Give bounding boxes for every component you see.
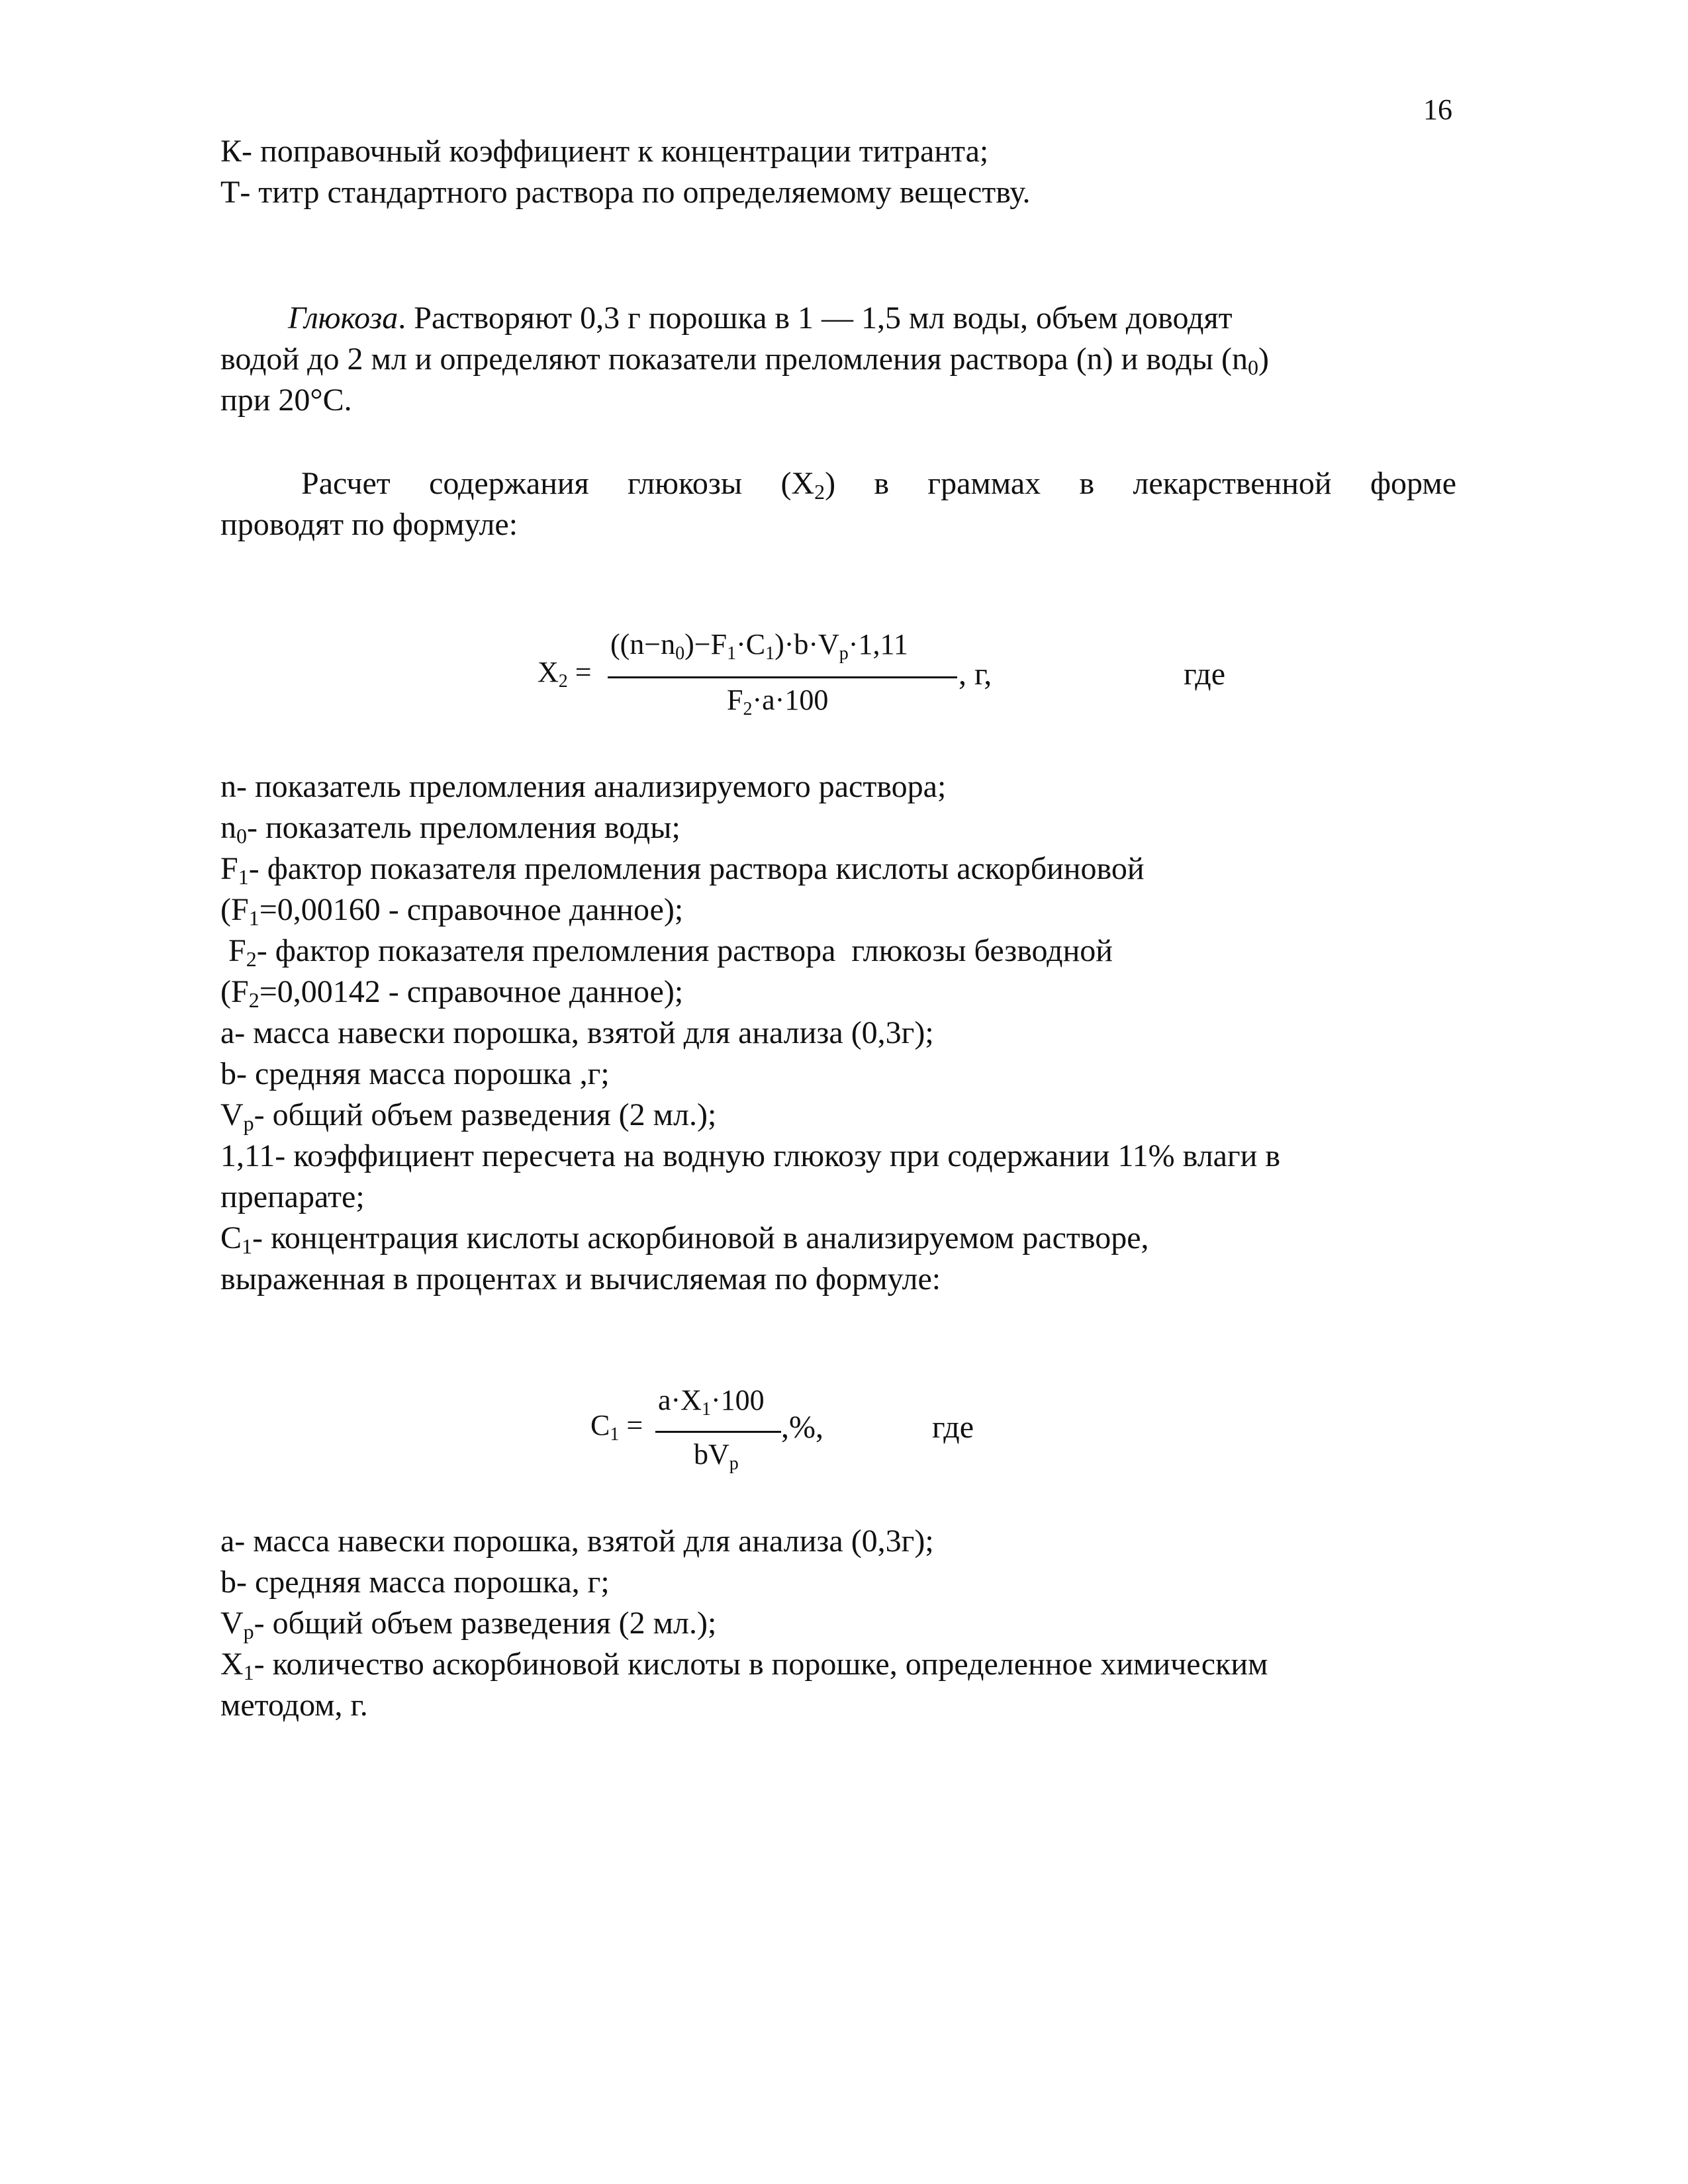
calc-text-1-sub: 2: [814, 480, 825, 504]
definition-sub: р: [243, 1111, 254, 1135]
definition-text: выраженная в процентах и вычисляемая по формуле:: [220, 1261, 941, 1297]
definition-symbol: X: [220, 1647, 244, 1682]
definition-sub: 2: [246, 947, 257, 971]
glucose-text-2-sub: 0: [1247, 355, 1258, 379]
definition-symbol: C: [220, 1220, 242, 1255]
definition-item: [220, 1603, 716, 1644]
definition-item: [220, 1054, 610, 1095]
definition-sub: 1: [242, 1234, 253, 1258]
definition-item: [220, 1259, 941, 1300]
formula-x2-where: где: [1184, 657, 1226, 692]
definition-text: - общий объем разведения (2 мл.);: [254, 1606, 717, 1641]
definition-item: [220, 1644, 1268, 1685]
definition-symbol: F: [220, 933, 246, 968]
formula-c1-numerator: [658, 1383, 765, 1420]
definition-item: [220, 1521, 934, 1562]
formula-c1-unit: ,%,: [781, 1410, 823, 1445]
definition-text: - количество аскорбиновой кислоты в порошке, определенное химическим: [254, 1647, 1268, 1682]
formula-x2-numerator: [610, 627, 908, 664]
definition-item: [220, 1218, 1149, 1259]
glucose-text-2a: водой до 2 мл и определяют показатели преломления раствора (n) и воды (n: [220, 341, 1248, 377]
num-part-e: ·1,11: [848, 628, 908, 660]
definition-item: [220, 1095, 716, 1136]
formula-x2-unit: , г,: [959, 657, 992, 692]
formula-c1-denominator: [694, 1437, 739, 1474]
definition-symbol: F: [220, 851, 238, 886]
num-sub-3: 1: [765, 643, 775, 664]
glucose-paragraph-line-3: при 20°С.: [220, 383, 352, 418]
formula-c1-fraction-line: [655, 1431, 781, 1433]
definition-item: [220, 1562, 610, 1603]
formula-x2-denominator: [727, 683, 828, 717]
definition-text: - фактор показателя преломления раствора кислоты аскорбиновой: [248, 851, 1145, 886]
calc-paragraph-line-2: проводят по формуле:: [220, 507, 518, 542]
definition-item: [220, 931, 1113, 972]
definition-symbol: (F: [220, 974, 249, 1009]
glucose-title: Глюкоза: [288, 300, 399, 336]
definition-item: [220, 972, 683, 1013]
formula-x2-equals: =: [575, 656, 592, 688]
definition-text: b- средняя масса порошка, г;: [220, 1565, 610, 1600]
definition-item: [220, 1177, 365, 1218]
glucose-text-1: . Растворяют 0,3 г порошка в 1 — 1,5 мл воды, объем доводят: [398, 300, 1233, 336]
definition-text: =0,00142 - справочное данное);: [259, 974, 684, 1009]
formula-c1-where: где: [932, 1410, 974, 1445]
definition-text: а- масса навески порошка, взятой для анализа (0,3г);: [220, 1524, 934, 1559]
calc-text-1b: ) в граммах в лекарственной форме: [825, 466, 1456, 501]
definition-text: b- средняя масса порошка ,г;: [220, 1056, 610, 1091]
c1-den-part-a: bV: [694, 1438, 729, 1471]
c1-num-sub: 1: [701, 1399, 711, 1420]
definition-item: [220, 807, 680, 848]
c1-num-part-a: a·X: [658, 1384, 702, 1416]
definition-item: [220, 766, 946, 807]
definition-item: [220, 889, 683, 931]
definition-text: - фактор показателя преломления раствора глюкозы безводной: [256, 933, 1113, 968]
num-part-d: )·b·V: [774, 628, 839, 660]
definition-sub: 1: [248, 906, 259, 930]
definition-item: [220, 1685, 368, 1726]
num-part-b: )−F: [684, 628, 727, 660]
den-part-b: ·a·100: [752, 684, 829, 716]
definition-text: а- масса навески порошка, взятой для анализа (0,3г);: [220, 1015, 934, 1050]
definition-text: препарате;: [220, 1179, 365, 1214]
num-part-a: ((n−n: [610, 628, 676, 660]
num-part-c: ·C: [736, 628, 766, 660]
definition-sub: р: [243, 1619, 254, 1643]
definition-item: [220, 1013, 934, 1054]
definition-t: Т- титр стандартного раствора по определяемому веществу.: [220, 175, 1031, 210]
definition-symbol: n: [220, 810, 236, 845]
num-sub-1: 0: [675, 643, 685, 664]
formula-x2-lhs-symbol: X: [538, 656, 559, 688]
definition-text: =0,00160 - справочное данное);: [259, 892, 684, 927]
num-sub-2: 1: [727, 643, 737, 664]
formula-c1-equals: =: [626, 1409, 643, 1441]
definition-item: [220, 1136, 1280, 1177]
calc-paragraph-line-1: [301, 463, 1456, 504]
definition-item: [220, 848, 1145, 889]
definition-text: 1,11- коэффициент пересчета на водную глюкозу при содержании 11% влаги в: [220, 1138, 1280, 1173]
num-sub-4: p: [839, 643, 849, 664]
definition-k: К- поправочный коэффициент к концентрации титранта;: [220, 134, 989, 169]
glucose-text-2b: ): [1258, 341, 1269, 377]
formula-x2-lhs-sub: 2: [558, 671, 568, 692]
definition-symbol: (F: [220, 892, 249, 927]
den-part-a: F: [727, 684, 743, 716]
formula-c1-lhs-sub: 1: [610, 1424, 620, 1445]
glucose-paragraph-line-2: [220, 339, 1269, 380]
c1-den-sub: p: [729, 1453, 739, 1474]
definition-sub: 0: [236, 824, 247, 848]
definition-sub: 1: [243, 1661, 254, 1684]
definition-text: методом, г.: [220, 1688, 368, 1723]
page-number: 16: [1423, 93, 1452, 126]
definition-text: - общий объем разведения (2 мл.);: [254, 1097, 717, 1132]
definition-text: - показатель преломления воды;: [247, 810, 680, 845]
formula-c1-lhs-symbol: C: [590, 1409, 610, 1441]
definition-sub: 1: [238, 865, 249, 889]
formula-x2-lhs: [538, 655, 592, 692]
den-sub: 2: [743, 699, 753, 719]
definition-symbol: V: [220, 1606, 244, 1641]
calc-text-1a: Расчет содержания глюкозы (Х: [301, 466, 815, 501]
definition-symbol: V: [220, 1097, 244, 1132]
definition-sub: 2: [248, 988, 259, 1012]
c1-num-part-b: ·100: [710, 1384, 765, 1416]
formula-c1-lhs: [590, 1408, 643, 1445]
definition-text: - концентрация кислоты аскорбиновой в анализируемом растворе,: [252, 1220, 1149, 1255]
formula-x2-fraction-line: [608, 676, 957, 678]
glucose-paragraph-line-1: [288, 298, 1233, 339]
definition-text: n- показатель преломления анализируемого раствора;: [220, 769, 947, 804]
